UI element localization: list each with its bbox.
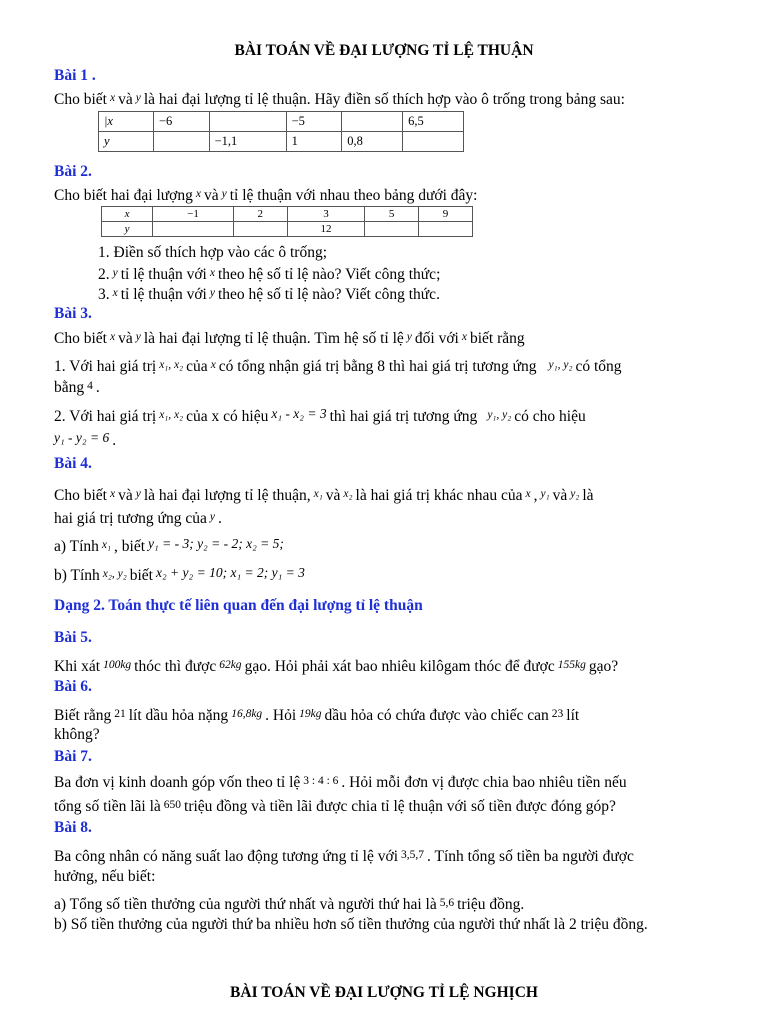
b8-text-cont: hưởng, nếu biết: <box>54 868 156 885</box>
b6-text-cont: không? <box>54 726 100 743</box>
b3-case-1-cont: bằng 4 . <box>54 379 100 396</box>
b1-table <box>98 111 464 152</box>
section-title-bottom: BÀI TOÁN VỀ ĐẠI LƯỢNG TỈ LỆ NGHỊCH <box>230 984 538 1001</box>
b6-text: Biết rằng 21 lít dầu hỏa nặng 16,8kg . Hỏi 19kg dầu hỏa có chứa được vào chiếc can 23 lít <box>54 707 580 724</box>
b4-heading: Bài 4. <box>54 455 92 472</box>
b2-text: Cho biết hai đại lượng x và y tỉ lệ thuận với nhau theo bảng dưới đây: <box>54 187 478 204</box>
b7-text: Ba đơn vị kinh doanh góp vốn theo tỉ lệ 3 : 4 : 6 . Hỏi mỗi đơn vị được chia bao nhiêu tiền nếu <box>54 774 627 791</box>
b7-text-cont: tổng số tiền lãi là 650 triệu đồng và tiền lãi được chia tỉ lệ thuận với số tiền được đóng góp? <box>54 798 616 815</box>
b5-text: Khi xát 100kg thóc thì được 62kg gạo. Hỏi phải xát bao nhiêu kilôgam thóc để được 155kg gạo? <box>54 658 619 675</box>
b3-case-1: 1. Với hai giá trị x₁, x₂ của x có tổng nhận giá trị bằng 8 thì hai giá trị tương ứng y₁, y₂ có tổng <box>54 358 622 375</box>
b5-heading: Bài 5. <box>54 629 92 646</box>
b3-text: Cho biết x và y là hai đại lượng tỉ lệ thuận. Tìm hệ số tỉ lệ y đối với x biết rằng <box>54 330 525 347</box>
b8-part-a: a) Tổng số tiền thưởng của người thứ nhất và người thứ hai là 5,6 triệu đồng. <box>54 896 525 913</box>
b2-item-2: 2. y tỉ lệ thuận với x theo hệ số tỉ lệ nào? Viết công thức; <box>98 266 441 283</box>
table-row: x −1 2 3 5 9 <box>102 207 473 222</box>
b4-part-b: b) Tính x₂, y₂ biết x₂ + y₂ = 10; x₁ = 2; y₁ = 3 <box>54 565 305 584</box>
b1-text: Cho biết x và y là hai đại lượng tỉ lệ thuận. Hãy điền số thích hợp vào ô trống trong bảng sau: <box>54 91 625 108</box>
b4-text-cont: hai giá trị tương ứng của y . <box>54 510 222 527</box>
b4-text: Cho biết x và y là hai đại lượng tỉ lệ thuận, x₁ và x₂ là hai giá trị khác nhau của x , y₁ và y₂ là <box>54 487 594 504</box>
b8-heading: Bài 8. <box>54 819 92 836</box>
b1-heading: Bài 1 . <box>54 67 96 84</box>
b4-part-a: a) Tính x₁ , biết y₁ = - 3; y₂ = - 2; x₂ = 5; <box>54 536 284 555</box>
b2-heading: Bài 2. <box>54 163 92 180</box>
b7-heading: Bài 7. <box>54 748 92 765</box>
table-row: |x −6 −5 6,5 <box>99 112 464 132</box>
b8-part-b: b) Số tiền thưởng của người thứ ba nhiều hơn số tiền thưởng của người thứ nhất là 2 triệu đồng. <box>54 916 648 933</box>
table-row: y 12 <box>102 222 473 237</box>
b3-heading: Bài 3. <box>54 305 92 322</box>
b2-table <box>101 206 473 237</box>
table-row: y −1,1 1 0,8 <box>99 132 464 152</box>
b6-heading: Bài 6. <box>54 678 92 695</box>
b2-item-3: 3. x tỉ lệ thuận với y theo hệ số tỉ lệ nào? Viết công thức. <box>98 286 440 303</box>
b3-case-2: 2. Với hai giá trị x₁, x₂ của x có hiệu x₁ - x₂ = 3 thì hai giá trị tương ứng y₁, y₂ có cho hiệu <box>54 406 586 425</box>
b3-case-2-cont: y₁ - y₂ = 6 . <box>54 430 117 449</box>
b8-text: Ba công nhân có năng suất lao động tương ứng tỉ lệ với 3,5,7 . Tính tổng số tiền ba người được <box>54 848 634 865</box>
page-title: BÀI TOÁN VỀ ĐẠI LƯỢNG TỈ LỆ THUẬN <box>234 42 534 59</box>
b2-item-1: 1. Điền số thích hợp vào các ô trống; <box>98 244 328 261</box>
section-heading-dang-2: Dạng 2. Toán thực tế liên quan đến đại lượng tỉ lệ thuận <box>54 597 423 614</box>
